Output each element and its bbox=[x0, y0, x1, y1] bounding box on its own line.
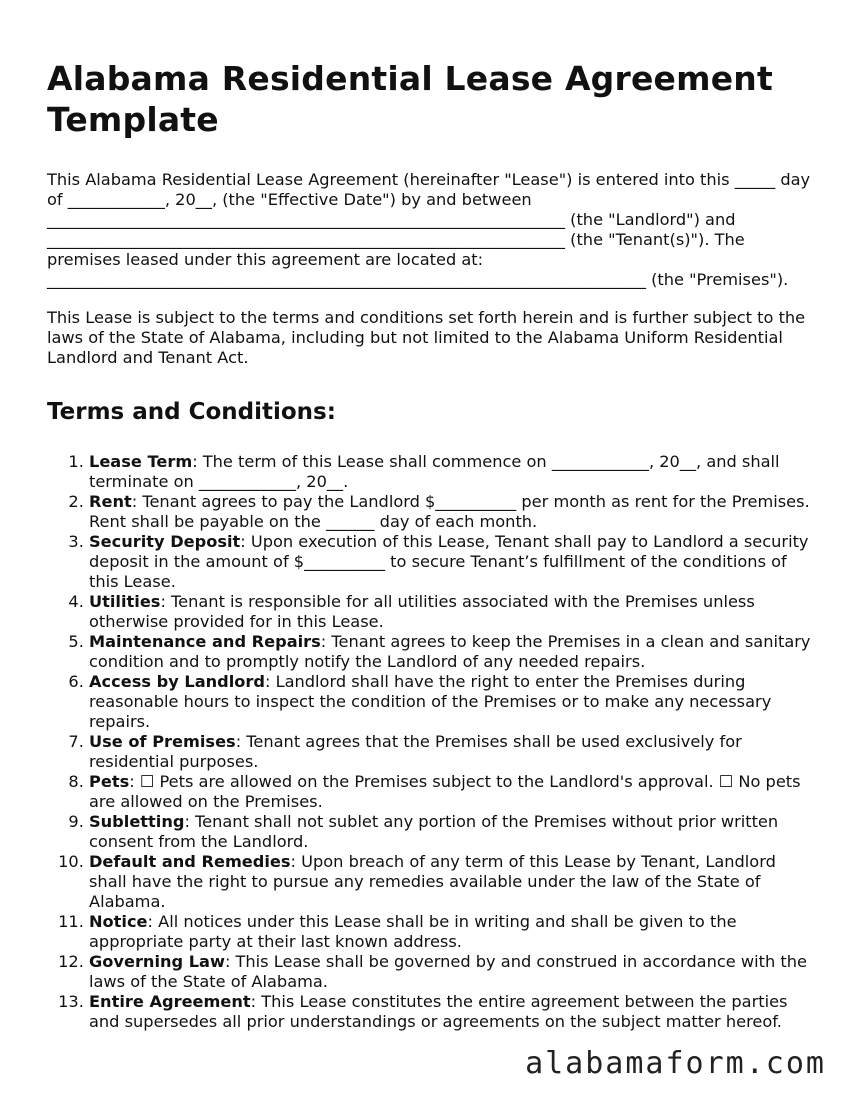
term-text: : This Lease constitutes the entire agreement between the parties and supersedes all prior understandings or agreements on the subject matter hereof. bbox=[89, 992, 788, 1031]
term-title: Security Deposit bbox=[89, 532, 241, 551]
term-text: : Tenant agrees to pay the Landlord $__________ per month as rent for the Premises. Rent shall be payable on the ______ day of each month. bbox=[89, 492, 810, 531]
document-title: Alabama Residential Lease Agreement Template bbox=[47, 59, 773, 139]
term-item bbox=[89, 772, 817, 812]
term-title: Notice bbox=[89, 912, 148, 931]
term-title: Rent bbox=[89, 492, 132, 511]
terms-heading: Terms and Conditions: bbox=[47, 399, 336, 425]
subject-paragraph: This Lease is subject to the terms and conditions set forth herein and is further subject to the laws of the State of Alabama, including but not limited to the Alabama Uniform Residential Landlord and Tenant Act. bbox=[47, 308, 806, 367]
term-text: : Tenant is responsible for all utilities associated with the Premises unless otherwise provided for in this Lease. bbox=[89, 592, 755, 631]
term-item bbox=[89, 492, 817, 532]
term-title: Pets bbox=[89, 772, 130, 791]
term-text: : Upon execution of this Lease, Tenant shall pay to Landlord a security deposit in the amount of $__________ to secure Tenant’s fulfillment of the conditions of this Lease. bbox=[89, 532, 809, 591]
term-item bbox=[89, 532, 817, 592]
term-text: : Tenant agrees that the Premises shall be used exclusively for residential purposes. bbox=[89, 732, 742, 771]
term-title: Subletting bbox=[89, 812, 185, 831]
term-item bbox=[89, 912, 817, 952]
term-item bbox=[89, 632, 817, 672]
term-text: : Tenant agrees to keep the Premises in a clean and sanitary condition and to promptly notify the Landlord of any needed repairs. bbox=[89, 632, 811, 671]
site-watermark: alabamaform.com bbox=[525, 1046, 826, 1081]
document-page bbox=[47, 58, 817, 1032]
term-title: Use of Premises bbox=[89, 732, 236, 751]
term-title: Governing Law bbox=[89, 952, 225, 971]
term-item bbox=[89, 812, 817, 852]
term-item bbox=[89, 672, 817, 732]
term-item bbox=[89, 852, 817, 912]
term-item bbox=[89, 452, 817, 492]
term-text: : This Lease shall be governed by and construed in accordance with the laws of the State of Alabama. bbox=[89, 952, 807, 991]
term-title: Access by Landlord bbox=[89, 672, 265, 691]
term-item bbox=[89, 952, 817, 992]
term-text: : Tenant shall not sublet any portion of the Premises without prior written consent from the Landlord. bbox=[89, 812, 779, 851]
term-text: : All notices under this Lease shall be in writing and shall be given to the appropriate party at their last known address. bbox=[89, 912, 737, 951]
term-text: : ☐ Pets are allowed on the Premises subject to the Landlord's approval. ☐ No pets are allowed on the Premises. bbox=[89, 772, 801, 811]
term-title: Default and Remedies bbox=[89, 852, 291, 871]
term-text: : The term of this Lease shall commence on ____________, 20__, and shall terminate on ____________, 20__. bbox=[89, 452, 780, 491]
term-text: : Upon breach of any term of this Lease by Tenant, Landlord shall have the right to pursue any remedies available under the law of the State of Alabama. bbox=[89, 852, 776, 911]
term-title: Maintenance and Repairs bbox=[89, 632, 321, 651]
term-text: : Landlord shall have the right to enter the Premises during reasonable hours to inspect the condition of the Premises or to make any necessary repairs. bbox=[89, 672, 772, 731]
term-title: Entire Agreement bbox=[89, 992, 251, 1011]
terms-list bbox=[47, 452, 817, 1032]
term-item bbox=[89, 992, 817, 1032]
intro-paragraph: This Alabama Residential Lease Agreement (hereinafter "Lease") is entered into this _____ day of ____________, 20__, (the "Effective Date") by and between ________________________________________________________________ (the "Landlord") and ________________________________________________________________ (the "Tenant(s)"). The premises leased under this agreement are located at: __________________________________________________________________________ (the "Premises"). bbox=[47, 170, 811, 289]
term-title: Utilities bbox=[89, 592, 161, 611]
term-title: Lease Term bbox=[89, 452, 193, 471]
term-item bbox=[89, 732, 817, 772]
term-item bbox=[89, 592, 817, 632]
